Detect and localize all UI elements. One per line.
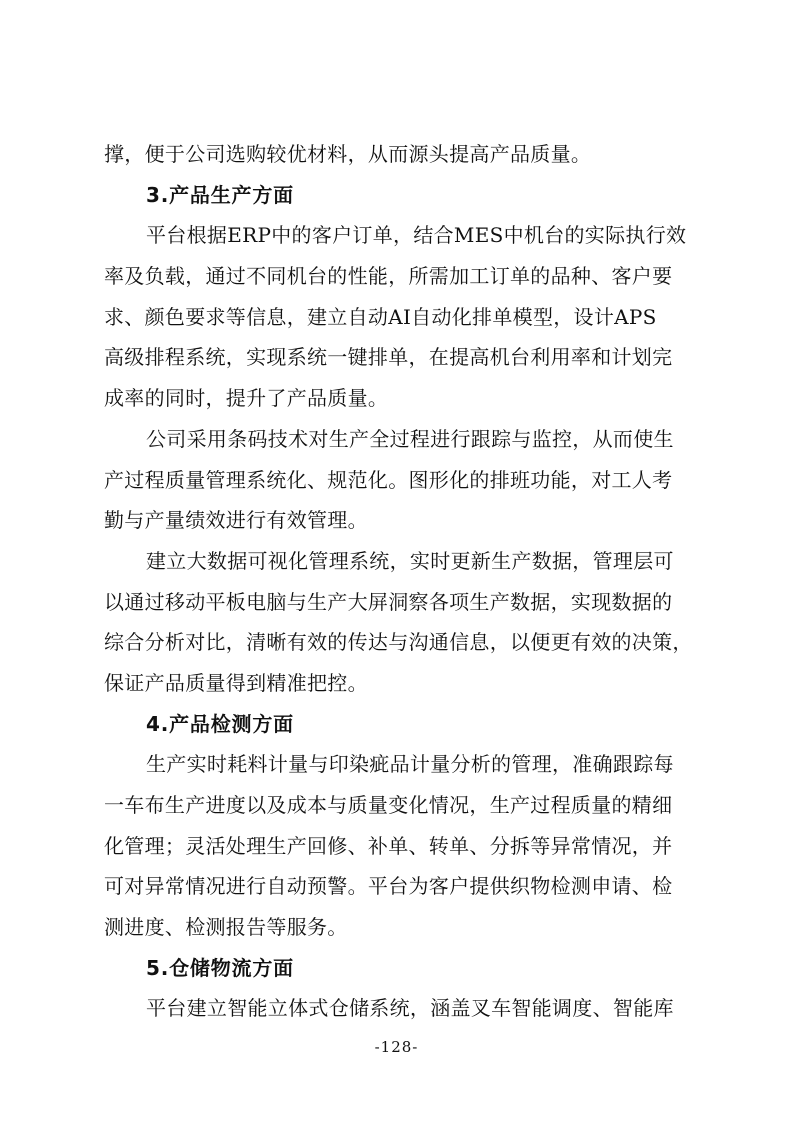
section-heading-inspection: 4.产品检测方面 <box>146 711 294 736</box>
page-number: -128- <box>374 1038 419 1056</box>
paragraph-line: 建立大数据可视化管理系统，实时更新生产数据，管理层可 <box>146 548 674 573</box>
text-line: 勤与产量绩效进行有效管理。 <box>104 508 368 533</box>
section-heading-logistics: 5.仓储物流方面 <box>146 955 294 980</box>
body-text <box>104 142 693 1039</box>
paragraph-line: 平台根据ERP中的客户订单，结合MES中机台的实际执行效 <box>146 223 687 248</box>
text-line: 率及负载，通过不同机台的性能，所需加工订单的品种、客户要 <box>104 264 673 289</box>
text-line: 产过程质量管理系统化、规范化。图形化的排班功能，对工人考 <box>104 467 673 492</box>
paragraph-line: 平台建立智能立体式仓储系统，涵盖叉车智能调度、智能库 <box>146 996 674 1021</box>
text-line: 测进度、检测报告等服务。 <box>104 915 348 940</box>
text-line: 一车布生产进度以及成本与质量变化情况，生产过程质量的精细 <box>104 793 673 817</box>
text-line: 求、颜色要求等信息，建立自动AI自动化排单模型，设计APS <box>104 304 657 329</box>
paragraph-line: 生产实时耗料计量与印染疵品计量分析的管理，准确跟踪每 <box>146 752 674 777</box>
text-line: 综合分析对比，清晰有效的传达与沟通信息，以便更有效的决策， <box>104 630 693 655</box>
text-line: 成率的同时，提升了产品质量。 <box>104 386 389 411</box>
text-line: 保证产品质量得到精准把控。 <box>104 670 368 695</box>
text-line: 化管理；灵活处理生产回修、补单、转单、分拆等异常情况，并 <box>104 833 673 858</box>
text-line: 高级排程系统，实现系统一键排单，在提高机台利用率和计划完 <box>104 345 673 370</box>
paragraph-line: 公司采用条码技术对生产全过程进行跟踪与监控，从而使生 <box>146 426 674 451</box>
text-line: 撑，便于公司选购较优材料，从而源头提高产品质量。 <box>104 142 592 166</box>
text-line: 可对异常情况进行自动预警。平台为客户提供织物检测申请、检 <box>104 874 673 899</box>
text-line: 以通过移动平板电脑与生产大屏洞察各项生产数据，实现数据的 <box>104 589 673 614</box>
section-heading-production: 3.产品生产方面 <box>146 182 294 207</box>
